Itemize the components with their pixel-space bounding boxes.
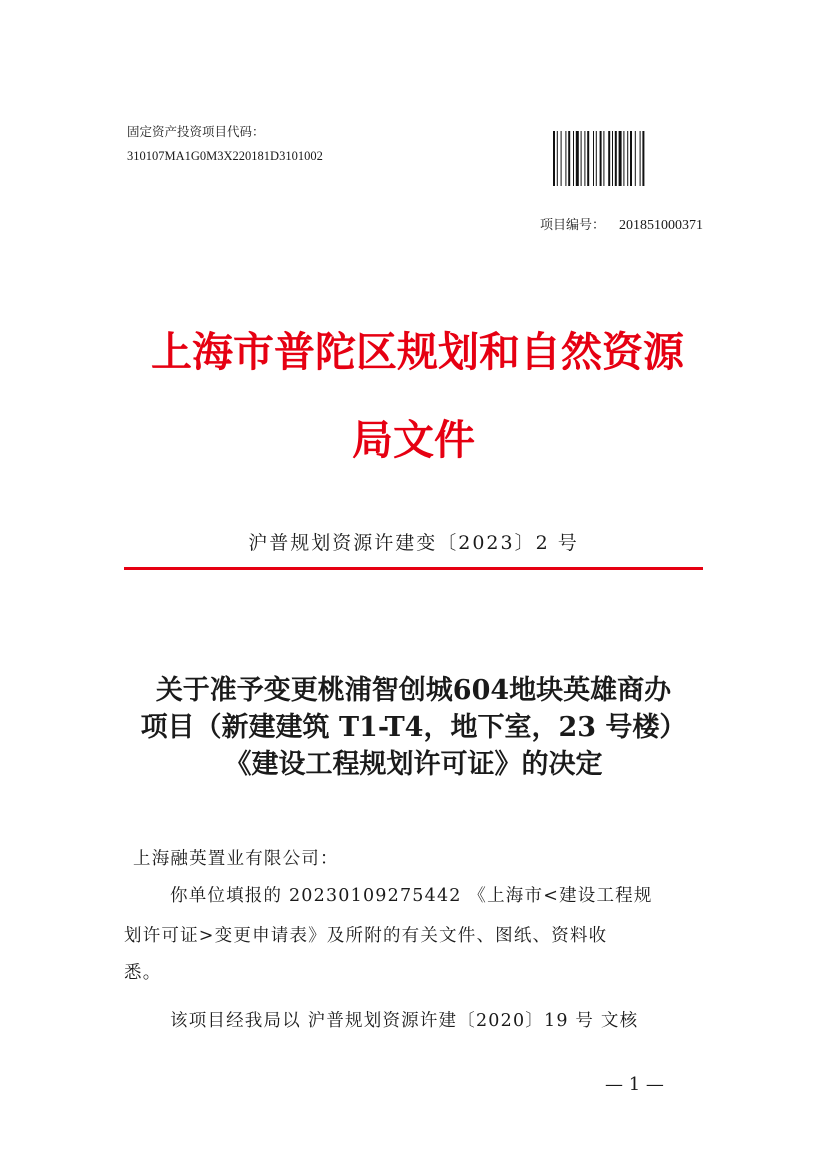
barcode-bar	[603, 131, 604, 186]
red-divider	[124, 567, 703, 570]
paragraph-2-line-1: 该项目经我局以 沪普规划资源许建〔2020〕19 号 文核	[170, 1011, 639, 1031]
paragraph-1-line-1: 你单位填报的 20230109275442 《上海市<建设工程规	[170, 886, 653, 906]
barcode-bar	[561, 131, 562, 186]
project-number-label: 项目编号：	[539, 218, 605, 233]
barcode-bar	[587, 131, 589, 186]
title-line-1: 关于准予变更桃浦智创城604地块英雄商办	[155, 675, 672, 706]
barcode-bar	[619, 131, 622, 186]
paragraph-1-line-3: 悉。	[124, 963, 162, 983]
barcode-bar	[642, 131, 644, 186]
barcode-bar	[615, 131, 617, 186]
barcode-bar	[608, 131, 610, 186]
page-number: — 1 —	[605, 1074, 664, 1095]
barcode-bar	[627, 131, 628, 186]
paragraph-1-line-2: 划许可证>变更申请表》及所附的有关文件、图纸、资料收	[124, 926, 608, 946]
barcode-bar	[593, 131, 594, 186]
addressee: 上海融英置业有限公司：	[133, 849, 339, 869]
barcode-bar	[635, 131, 636, 186]
barcode-bar	[565, 131, 566, 186]
issuing-organization-line2: 局文件	[352, 416, 475, 464]
barcode-bar	[581, 131, 582, 186]
barcode-bar	[612, 131, 613, 186]
document-number: 沪普规划资源许建变〔2023〕2 号	[248, 532, 579, 554]
project-number-value: 201851000371	[619, 218, 703, 233]
barcode-bar	[630, 131, 632, 186]
barcode-bar	[557, 131, 558, 186]
project-number	[540, 217, 703, 235]
barcode-image	[553, 131, 690, 186]
title-line-2: 项目（新建建筑 T1-T4，地下室，23 号楼）	[140, 712, 687, 743]
barcode-bar	[576, 131, 579, 186]
barcode-bar	[568, 131, 570, 186]
investment-code: 310107MA1G0M3X220181D3101002	[127, 149, 323, 163]
issuing-organization-line1: 上海市普陀区规划和自然资源	[151, 328, 684, 376]
barcode-bar	[600, 131, 602, 186]
barcode-bar	[553, 131, 555, 186]
investment-code-label: 固定资产投资项目代码：	[127, 124, 265, 139]
document-title	[110, 672, 717, 783]
barcode-bar	[573, 131, 574, 186]
barcode-bar	[623, 131, 624, 186]
barcode-bar	[584, 131, 585, 186]
title-line-3: 《建设工程规划许可证》的决定	[224, 749, 603, 780]
barcode-bar	[640, 131, 641, 186]
barcode-bar	[596, 131, 597, 186]
